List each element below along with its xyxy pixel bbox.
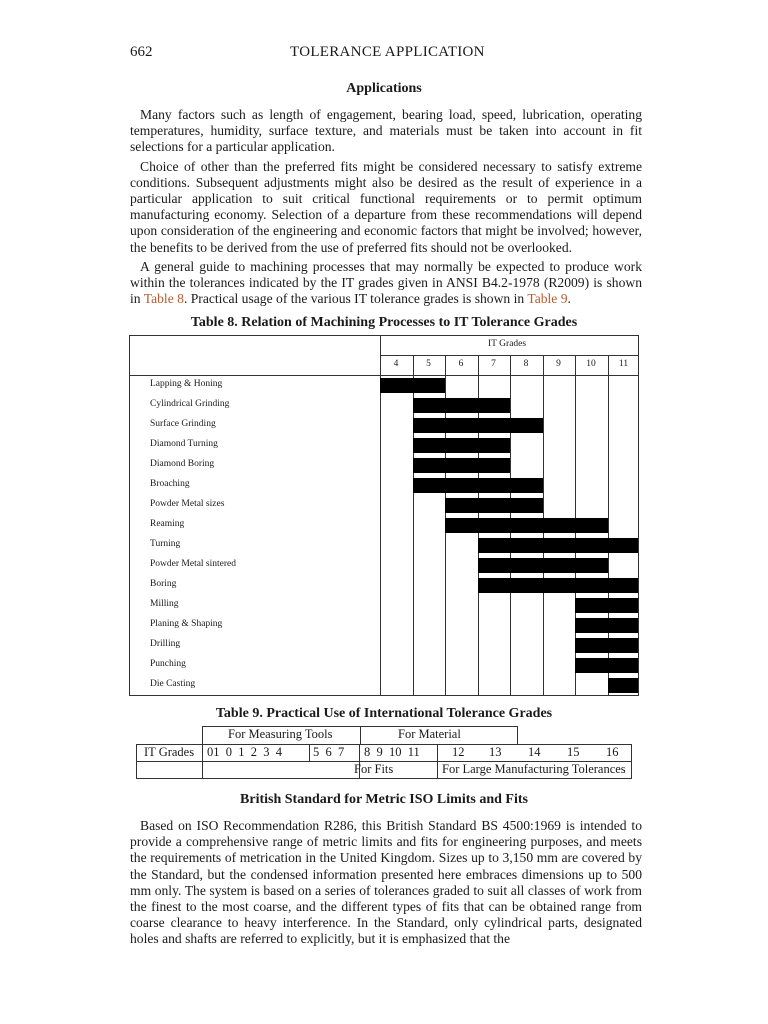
process-label: Diamond Turning <box>150 439 218 449</box>
divider <box>202 744 203 779</box>
grade-16: 16 <box>606 745 619 759</box>
grade-range-bar <box>413 418 543 433</box>
table-9-title: Table 9. Practical Use of International Tolerance Grades <box>215 706 553 721</box>
divider <box>309 744 310 761</box>
grade-range-bar <box>445 518 608 533</box>
grade-range-bar <box>380 378 445 393</box>
british-standard-text <box>130 818 642 951</box>
it-grades-header: IT Grades <box>488 339 527 349</box>
grades-measuring-fits: 5 6 7 <box>313 745 345 759</box>
process-label: Milling <box>150 599 179 609</box>
applications-text <box>130 107 642 310</box>
grid-line <box>130 375 638 376</box>
running-title: TOLERANCE APPLICATION <box>290 44 485 60</box>
process-label: Drilling <box>150 639 181 649</box>
grid-line <box>380 355 638 356</box>
grade-number: 9 <box>556 359 561 369</box>
british-standard-heading: British Standard for Metric ISO Limits and Fits <box>240 792 528 807</box>
grade-range-bar <box>413 458 511 473</box>
grade-number: 7 <box>491 359 496 369</box>
grade-15: 15 <box>567 745 580 759</box>
grade-number: 10 <box>586 359 596 369</box>
grade-range-bar <box>413 398 511 413</box>
paragraph: Choice of other than the preferred fits might be considered necessary to satisfy extreme conditions. Subsequent adjustments might also be desired as the result of experience in a particular application to suit critical functional requirements or to permit optimum manufacturing economy. Selection of a departure from these recommendations will depend upon consideration of the engineering and economic factors that might be involved; however, the benefits to be derived from the use of preferred fits should not be overlooked. <box>130 158 642 255</box>
paragraph: Many factors such as length of engagement, bearing load, speed, lubrication, operating temperatures, humidity, surface texture, and materials must be taken into account in fit selections for a particular application. <box>130 107 642 155</box>
grade-number: 11 <box>618 359 629 369</box>
grade-13: 13 <box>489 745 502 759</box>
grade-number: 5 <box>426 359 431 369</box>
process-label: Planing & Shaping <box>150 619 223 629</box>
process-label: Diamond Boring <box>150 459 215 469</box>
grade-range-bar <box>445 498 543 513</box>
page-number: 662 <box>130 44 153 60</box>
grade-range-bar <box>478 558 608 573</box>
table-8-title: Table 8. Relation of Machining Processes to IT Tolerance Grades <box>190 315 578 330</box>
grade-range-bar <box>478 538 639 553</box>
grade-number: 8 <box>523 359 529 369</box>
grades-fits: 8 9 10 11 <box>364 745 420 759</box>
process-label: Powder Metal sintered <box>150 559 237 569</box>
process-label: Surface Grinding <box>150 419 216 429</box>
it-grades-row-label: IT Grades <box>144 745 195 759</box>
process-label: Cylindrical Grinding <box>150 399 230 409</box>
grade-14: 14 <box>528 745 541 759</box>
grade-range-bar <box>478 578 639 593</box>
table-9-link[interactable]: Table 9 <box>527 291 568 307</box>
grade-12: 12 <box>452 745 465 759</box>
table-8-link[interactable]: Table 8 <box>143 291 184 307</box>
process-label: Die Casting <box>150 679 196 689</box>
grade-range-bar <box>608 678 639 693</box>
process-label: Boring <box>150 579 177 589</box>
grade-range-bar <box>413 438 511 453</box>
divider <box>360 726 361 745</box>
process-label: Punching <box>150 659 186 669</box>
grade-range-bar <box>575 618 638 633</box>
process-label: Broaching <box>150 479 190 489</box>
process-label: Reaming <box>150 519 185 529</box>
process-label: Powder Metal sizes <box>150 499 225 509</box>
for-fits-label: For Fits <box>354 762 394 776</box>
large-manufacturing-label: For Large Manufacturing Tolerances <box>442 762 626 776</box>
material-label: For Material <box>398 727 461 741</box>
divider <box>437 744 438 779</box>
grade-range-bar <box>575 638 638 653</box>
table-8 <box>129 335 639 696</box>
grade-number: 6 <box>458 359 464 369</box>
grades-measuring: 01 0 1 2 3 4 <box>207 745 282 759</box>
grade-number: 4 <box>393 359 399 369</box>
grade-range-bar <box>575 658 638 673</box>
process-label: Turning <box>150 539 181 549</box>
paragraph: A general guide to machining processes that may normally be expected to produce work within the tolerances indicated by the IT grades given in ANSI B4.2-1978 (R2009) is shown in Table 8. Practical usage of the various IT tolerance grades is shown in Table 9. <box>130 258 642 307</box>
applications-heading: Applications <box>346 81 422 96</box>
process-label: Lapping & Honing <box>150 379 223 389</box>
grade-range-bar <box>413 478 543 493</box>
grade-range-bar <box>575 598 638 613</box>
measuring-tools-label: For Measuring Tools <box>228 727 333 741</box>
paragraph: Based on ISO Recommendation R286, this British Standard BS 4500:1969 is intended to provide a comprehensive range of metric limits and fits for engineering purposes, and meets the requirements of metrication in the United Kingdom. Sizes up to 3,150 mm are covered by the Standard, but the condensed information presented here embraces dimensions up to 500 mm only. The system is based on a series of tolerances graded to suit all classes of work from the finest to the most coarse, and the different types of fits that can be obtained range from coarse clearance to heavy interference. In the Standard, only cylindrical parts, designated holes and shafts are referred to explicitly, but it is emphasized that the <box>130 818 642 947</box>
